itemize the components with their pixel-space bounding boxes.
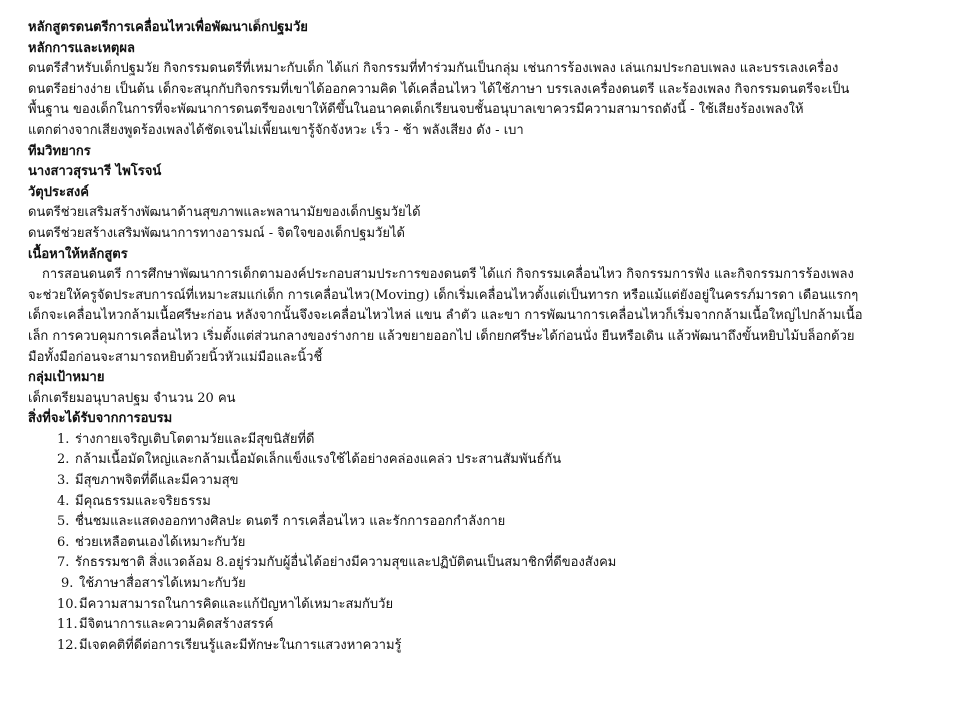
list-item-text: มีสุขภาพจิตที่ดีและมีความสุข (75, 473, 239, 489)
benefits-heading: สิ่งที่จะได้รับจากการอบรม (28, 411, 173, 427)
rationale-line: ดนตรีสำหรับเด็กปฐมวัย กิจกรรมดนตรีที่เหมาะกับเด็ก ได้แก่ กิจกรรมที่ทำร่วมกันเป็นกลุ่ม เช่นการร้องเพลง เล่นเกมประกอบเพลง และบรรเลงเครื่อง (28, 61, 839, 77)
objectives-heading: วัตุประสงค์ (28, 184, 89, 200)
list-item (28, 595, 928, 616)
list-item-number: 2. (57, 452, 70, 468)
speaker-heading: ทีมวิทยากร (28, 143, 91, 159)
list-item-number: 9. (61, 576, 74, 592)
content-line: เด็กจะเคลื่อนไหวกล้ามเนื้อศรีษะก่อน หลังจากนั้นจึงจะเคลื่อนไหวไหล่ แขน ลำตัว และขา การพัฒนาการเคลื่อนไหวก็เริ่มจากกล้ามเนื้อใหญ่ไปกล้ามเนื้อ (28, 308, 863, 324)
list-item-text: มีจิตนาการและความคิดสร้างสรรค์ (79, 617, 274, 633)
list-item (28, 512, 928, 533)
benefits-list (28, 430, 928, 657)
list-item (28, 553, 928, 574)
target-text: เด็กเตรียมอนุบาลปฐม จำนวน 20 คน (28, 390, 236, 406)
rationale-line: แตกต่างจากเสียงพูดร้องเพลงได้ชัดเจนไม่เพี้ยนเขารู้จักจังหวะ เร็ว - ช้า พลังเสียง ดัง - เบา (28, 122, 524, 138)
content-heading: เนื้อหาให้หลักสูตร (28, 246, 128, 262)
list-item-text: มีเจตคติที่ดีต่อการเรียนรู้และมีทักษะในการแสวงหาความรู้ (79, 637, 402, 653)
list-item-number: 3. (57, 473, 70, 489)
content-line: การสอนดนตรี การศึกษาพัฒนาการเด็กตามองค์ประกอบสามประการของดนตรี ได้แก่ กิจกรรมเคลื่อนไหว กิจกรรมการฟัง และกิจกรรมการร้องเพลง (42, 267, 854, 283)
list-item (28, 615, 928, 636)
list-item (28, 492, 928, 513)
rationale-line: ดนตรีอย่างง่าย เป็นต้น เด็กจะสนุกกับกิจกรรมที่เขาได้ออกความคิด ได้เคลื่อนไหว ได้ใช้ภาษา บรรเลงเครื่องดนตรี และร้องเพลง กิจกรรมดนตรีจะเป็น (28, 81, 850, 97)
objective-line: ดนตรีช่วยเสริมสร้างพัฒนาด้านสุขภาพและพลานามัยของเด็กปฐมวัยได้ (28, 205, 421, 221)
list-item-text: ช่วยเหลือตนเองได้เหมาะกับวัย (75, 534, 246, 550)
list-item-text: มีคุณธรรมและจริยธรรม (75, 493, 211, 509)
objective-line: ดนตรีช่วยสร้างเสริมพัฒนาการทางอารมณ์ - จิตใจของเด็กปฐมวัยได้ (28, 225, 405, 241)
list-item-number: 10. (57, 596, 78, 612)
list-item-number: 12. (57, 637, 78, 653)
list-item-text: มีความสามารถในการคิดและแก้ปัญหาได้เหมาะสมกับวัย (79, 596, 394, 612)
list-item-number: 4. (57, 493, 70, 509)
content-line: มือทั้งมือก่อนจะสามารถหยิบด้วยนิ้วหัวแม่มือและนิ้วชี้ (28, 349, 323, 365)
document-title: หลักสูตรดนตรีการเคลื่อนไหวเพื่อพัฒนาเด็กปฐมวัย (28, 20, 308, 35)
document-body (28, 18, 928, 656)
list-item-text: ชื่นชมและแสดงออกทางศิลปะ ดนตรี การเคลื่อนไหว และรักการออกกำลังกาย (75, 514, 506, 530)
rationale-heading: หลักการและเหตุผล (28, 40, 135, 56)
rationale-line: พื้นฐาน ของเด็กในการที่จะพัฒนาการดนตรีของเขาให้ดีขึ้นในอนาคตเด็กเรียนจบชั้นอนุบาลเขาควรมีความสามารถดังนี้ - ใช้เสียงร้องเพลงให้ (28, 102, 804, 118)
target-heading: กลุ่มเป้าหมาย (28, 370, 105, 386)
list-item (28, 533, 928, 554)
content-line: เล็ก การควบคุมการเคลื่อนไหว เริ่มตั้งแต่ส่วนกลางของร่างกาย แล้วขยายออกไป เด็กยกศรีษะได้ก่อนนั่ง ยืนหรือเดิน แล้วพัฒนาถึงขั้นหยิบไม้บล็อกด้วย (28, 328, 855, 344)
speaker-name: นางสาวสุรนารี ไพโรจน์ (28, 164, 162, 180)
list-item-text: รักธรรมชาติ สิ่งแวดล้อม 8.อยู่ร่วมกับผู้อื่นได้อย่างมีความสุขและปฏิบัติตนเป็นสมาชิกที่ดีของสังคม (75, 555, 617, 571)
list-item-number: 7. (57, 555, 70, 571)
list-item-number: 5. (57, 514, 70, 530)
list-item (28, 450, 928, 471)
list-item (28, 636, 928, 657)
list-item-number: 11. (57, 617, 78, 633)
list-item (28, 430, 928, 451)
list-item (28, 574, 928, 595)
list-item-text: ร่างกายเจริญเติบโตตามวัยและมีสุขนิสัยที่ดี (75, 431, 315, 447)
list-item-text: กล้ามเนื้อมัดใหญ่และกล้ามเนื้อมัดเล็กแข็งแรงใช้ได้อย่างคล่องแคล่ว ประสานสัมพันธ์กัน (75, 452, 562, 468)
list-item-number: 1. (57, 431, 70, 447)
list-item-number: 6. (57, 534, 70, 550)
list-item-text: ใช้ภาษาสื่อสารได้เหมาะกับวัย (79, 576, 246, 592)
content-line: จะช่วยให้ครูจัดประสบการณ์ที่เหมาะสมแก่เด็ก การเคลื่อนไหว(Moving) เด็กเริ่มเคลื่อนไหวตั้งแต่เป็นทารก หรือแม้แต่ยังอยู่ในครรภ์มารดา เดือนแรกๆ (28, 287, 859, 303)
list-item (28, 471, 928, 492)
